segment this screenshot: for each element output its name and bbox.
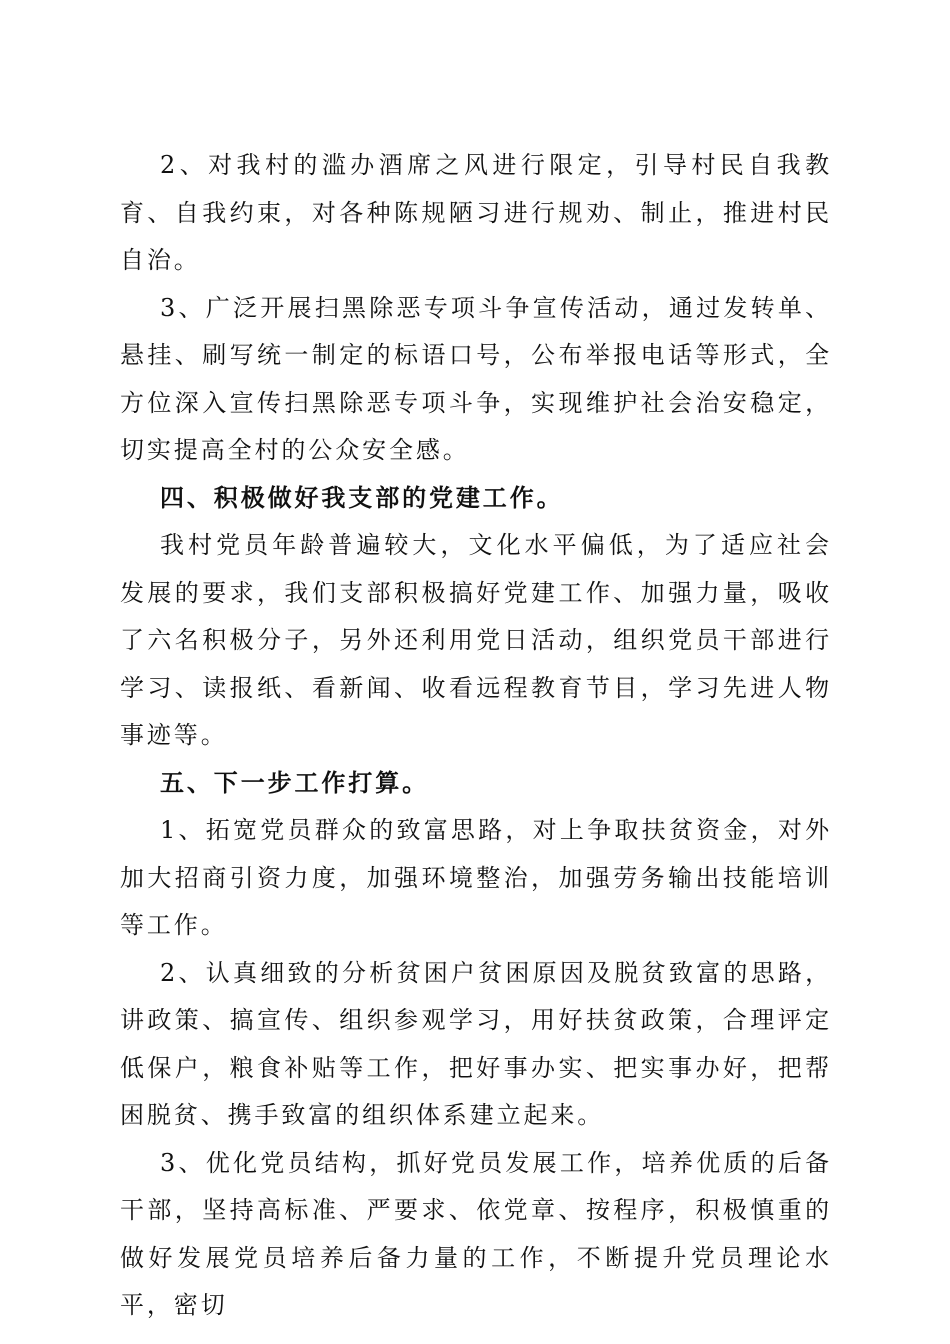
paragraph-plan-item-2: 2、认真细致的分析贫困户贫困原因及脱贫致富的思路，讲政策、搞宣传、组织参观学习，用好扶贫政策，合理评定低保户，粮食补贴等工作，把好事办实、把实事办好，把帮困脱贫、携手致富的组织体系建立起来。 [120,958,832,1129]
paragraph-item-2-banquets: 2、对我村的滥办酒席之风进行限定，引导村民自我教育、自我约束，对各种陈规陋习进行规劝、制止，推进村民自治。 [120,151,832,274]
paragraph-party-building: 我村党员年龄普遍较大，文化水平偏低，为了适应社会发展的要求，我们支部积极搞好党建工作、加强力量，吸收了六名积极分子，另外还利用党日活动，组织党员干部进行学习、读报纸、看新闻、收看远程教育节目，学习先进人物事迹等。 [120,531,832,749]
document-body [120,142,832,1330]
paragraph-plan-item-3: 3、优化党员结构，抓好党员发展工作，培养优质的后备干部，坚持高标准、严要求、依党章、按程序，积极慎重的做好发展党员培养后备力量的工作，不断提升党员理论水平，密切 [120,1148,832,1319]
paragraph-plan-item-1: 1、拓宽党员群众的致富思路，对上争取扶贫资金，对外加大招商引资力度，加强环境整治，加强劳务输出技能培训等工作。 [120,816,832,939]
section-heading-4: 四、积极做好我支部的党建工作。 [160,483,564,512]
section-heading-5: 五、下一步工作打算。 [160,768,429,797]
paragraph-item-3-anti-crime: 3、广泛开展扫黑除恶专项斗争宣传活动，通过发转单、悬挂、刷写统一制定的标语口号，公布举报电话等形式，全方位深入宣传扫黑除恶专项斗争，实现维护社会治安稳定，切实提高全村的公众安全感。 [120,293,832,464]
